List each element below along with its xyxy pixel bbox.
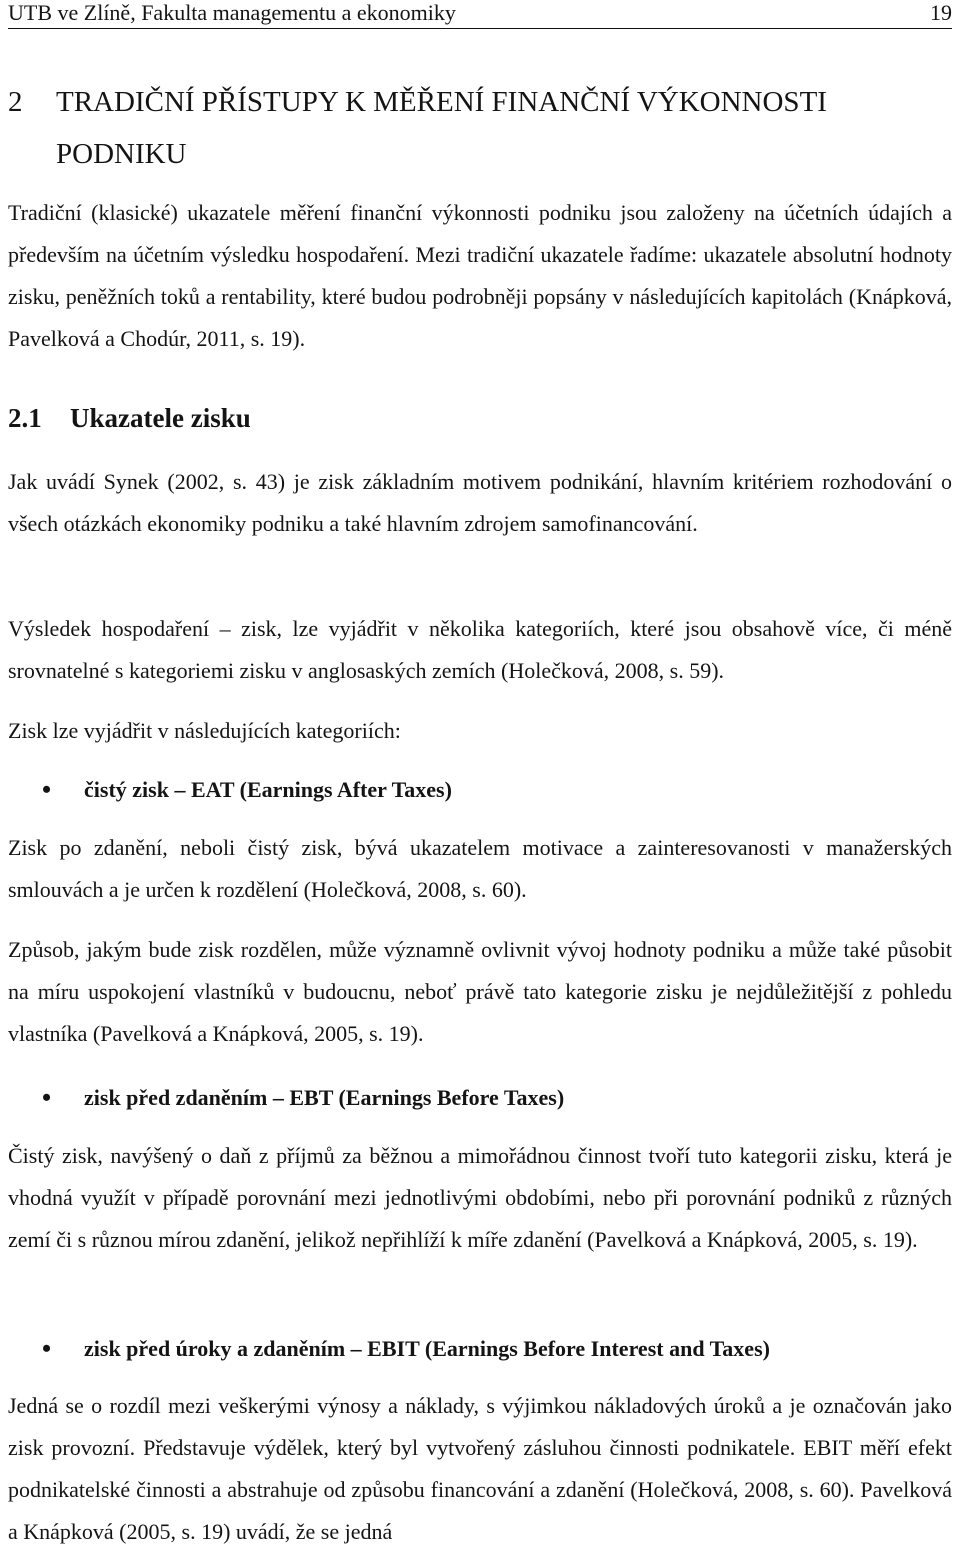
section-title: Ukazatele zisku — [70, 403, 251, 433]
bullet-ebt — [8, 1078, 564, 1118]
bullet-symbol: • — [42, 1083, 52, 1112]
chapter-number: 2 — [8, 86, 23, 118]
paragraph-vysledek: Výsledek hospodaření – zisk, lze vyjádřit v několika kategoriích, které jsou obsahově více, či méně srovnatelné s kategoriemi zisku v anglosaských zemích (Holečková, 2008, s. 59). — [8, 616, 952, 683]
running-header — [8, 0, 952, 29]
bullet-ebit — [8, 1329, 770, 1369]
chapter-title: TRADIČNÍ PŘÍSTUPY K MĚŘENÍ FINANČNÍ VÝKONNOSTI PODNIKU — [56, 86, 827, 170]
paragraph-eat-definition: Zisk po zdanění, neboli čistý zisk, bývá ukazatelem motivace a zainteresovanosti v manažerských smlouvách a je určen k rozdělení (Holečková, 2008, s. 60). — [8, 835, 952, 902]
paragraph-kategorie: Zisk lze vyjádřit v následujících kategoriích: — [8, 718, 401, 743]
bullet-eat-text: čistý zisk – EAT (Earnings After Taxes) — [84, 777, 452, 802]
paragraph-synek: Jak uvádí Synek (2002, s. 43) je zisk základním motivem podnikání, hlavním kritériem rozhodování o všech otázkách ekonomiky podniku a také hlavním zdrojem samofinancování. — [8, 469, 952, 536]
chapter-heading — [8, 76, 916, 180]
header-title: UTB ve Zlíně, Fakulta managementu a ekonomiky — [8, 0, 456, 25]
bullet-ebit-text: zisk před úroky a zdaněním – EBIT (Earnings Before Interest and Taxes) — [84, 1336, 770, 1361]
bullet-symbol: • — [42, 775, 52, 804]
paragraph-eat-distribution: Způsob, jakým bude zisk rozdělen, může významně ovlivnit vývoj hodnoty podniku a může také působit na míru uspokojení vlastníků v budoucnu, neboť právě tato kategorie zisku je nejdůležitější z pohledu vlastníka (Pavelková a Knápková, 2005, s. 19). — [8, 937, 952, 1046]
section-heading — [8, 398, 251, 438]
page-number: 19 — [930, 0, 952, 25]
bullet-ebt-text: zisk před zdaněním – EBT (Earnings Before Taxes) — [84, 1085, 565, 1110]
paragraph-ebt-definition: Čistý zisk, navýšený o daň z příjmů za běžnou a mimořádnou činnost tvoří tuto kategorii zisku, která je vhodná využít v případě porovnání mezi jednotlivými obdobími, nebo při porovnání podniků z různých zemí či s různou mírou zdanění, jelikož nepřihlíží k míře zdanění (Pavelková a Knápková, 2005, s. 19). — [8, 1143, 952, 1252]
paragraph-ebit-definition: Jedná se o rozdíl mezi veškerými výnosy a náklady, s výjimkou nákladových úroků a je označován jako zisk provozní. Představuje výdělek, který byl vytvořený zásluhou činnosti podnikatele. EBIT měří efekt podnikatelské činnosti a abstrahuje od způsobu financování a zdanění (Holečková, 2008, s. 60). Pavelková a Knápková (2005, s. 19) uvádí, že se jedná — [8, 1393, 952, 1544]
intro-paragraph: Tradiční (klasické) ukazatele měření finanční výkonnosti podniku jsou založeny na účetních údajích a především na účetním výsledku hospodaření. Mezi tradiční ukazatele řadíme: ukazatele absolutní hodnoty zisku, peněžních toků a rentability, které budou podrobněji popsány v následujících kapitolách (Knápková, Pavelková a Chodúr, 2011, s. 19). — [8, 200, 952, 351]
bullet-symbol: • — [42, 1334, 52, 1363]
section-number: 2.1 — [8, 403, 42, 433]
bullet-eat — [8, 770, 452, 810]
